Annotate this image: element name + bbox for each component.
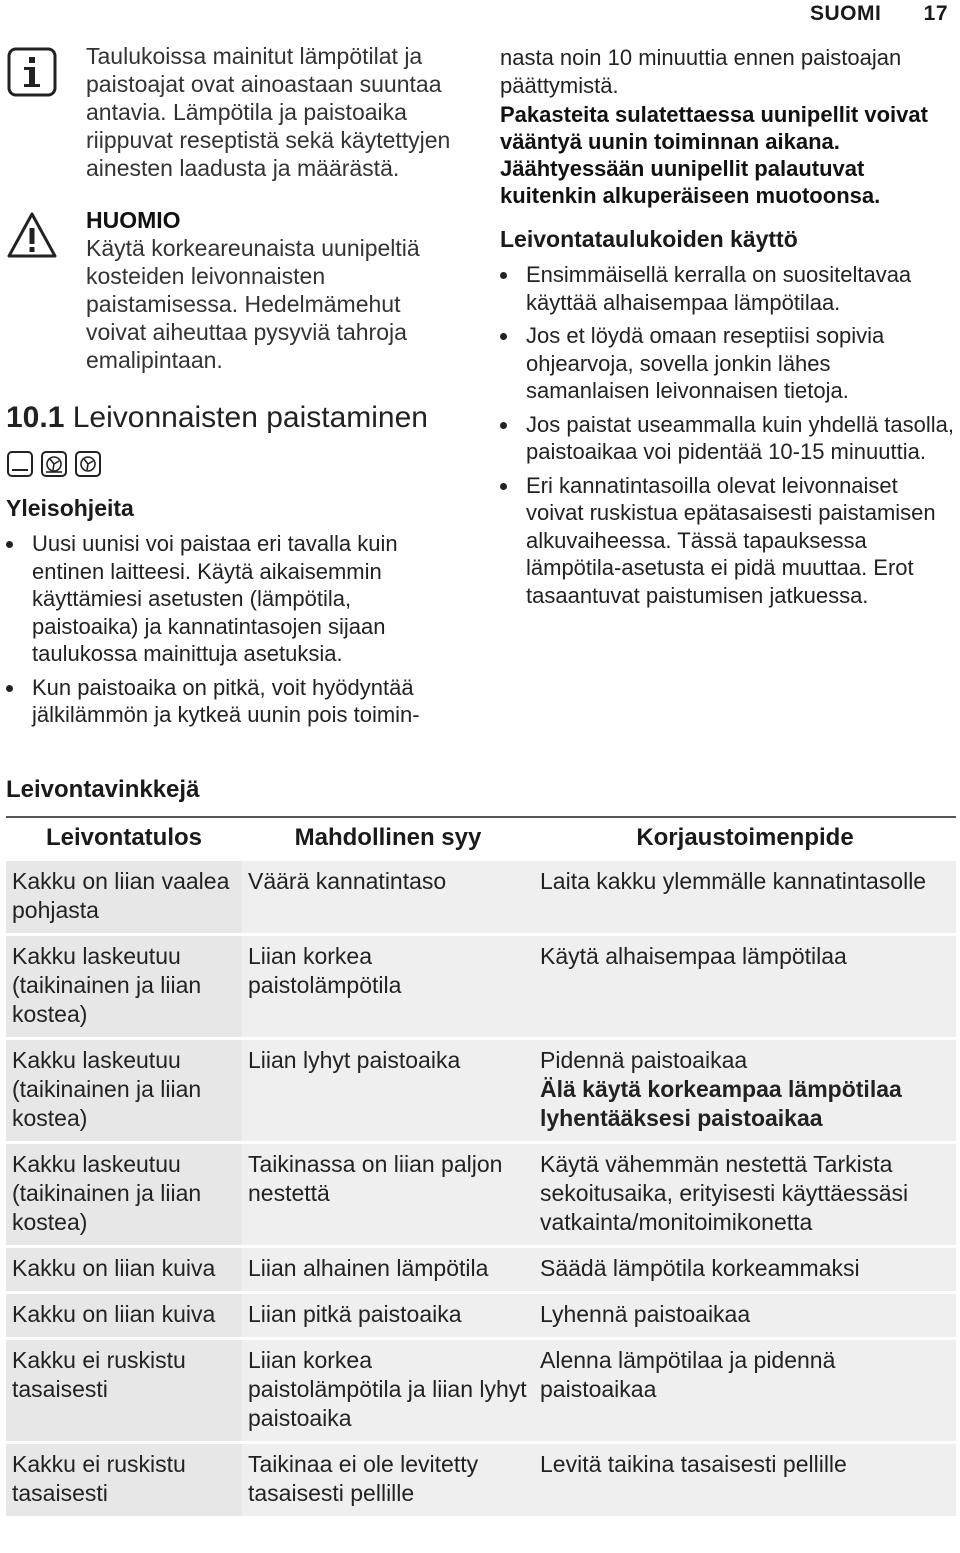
general-bullet-list bbox=[6, 530, 462, 729]
list-item: Jos paistat useammalla kuin yhdellä tasolla, paistoaikaa voi pidentää 10-15 minuuttia. bbox=[500, 411, 955, 466]
list-item: Ensimmäisellä kerralla on suositeltavaa käyttää alhaisempaa lämpötilaa. bbox=[500, 261, 955, 316]
table-row bbox=[6, 1442, 956, 1516]
table-row bbox=[6, 1038, 956, 1142]
column-header-cause: Mahdollinen syy bbox=[242, 817, 534, 859]
cause-cell: Taikinaa ei ole levitetty tasaisesti pellille bbox=[242, 1442, 534, 1516]
cause-cell: Liian alhainen lämpötila bbox=[242, 1246, 534, 1292]
remedy-cell bbox=[534, 1038, 956, 1142]
result-cell: Kakku on liian kuiva bbox=[6, 1246, 242, 1292]
warning-bold-text: Pakasteita sulatettaessa uunipellit voivat vääntyä uunin toiminnan aikana. Jäähtyessään uunipellit palautuvat kuitenkin alkuperäiseen muotoonsa. bbox=[500, 102, 928, 208]
list-item: Jos et löydä omaan reseptiisi sopivia ohjearvoja, sovella jonkin lähes samanlaisen leivonnaisen tietoja. bbox=[500, 322, 955, 405]
list-item: Uusi uunisi voi paistaa eri tavalla kuin entinen laitteesi. Käytä aikaisemmin käyttämiesi asetusten (lämpötila, paistoaika) ja kannatintasojen sijaan taulukossa mainittuja asetuksia. bbox=[6, 530, 462, 668]
info-icon bbox=[6, 46, 58, 98]
cause-cell: Liian pitkä paistoaika bbox=[242, 1292, 534, 1338]
left-column bbox=[6, 42, 462, 735]
result-cell: Kakku ei ruskistu tasaisesti bbox=[6, 1338, 242, 1442]
column-header-result: Leivontatulos bbox=[6, 817, 242, 859]
section-number: 10.1 bbox=[6, 401, 65, 434]
cause-cell: Liian lyhyt paistoaika bbox=[242, 1038, 534, 1142]
table-header-row bbox=[6, 817, 956, 859]
table-row bbox=[6, 1142, 956, 1246]
tips-title: Leivontavinkkejä bbox=[6, 776, 200, 803]
remedy-cell: Lyhennä paistoaikaa bbox=[534, 1292, 956, 1338]
remedy-cell: Säädä lämpötila korkeammaksi bbox=[534, 1246, 956, 1292]
cause-cell: Liian korkea paistolämpötila bbox=[242, 934, 534, 1038]
warning-text: Käytä korkeareunaista uunipeltiä kosteiden leivonnaisten paistamisessa. Hedelmämehut voivat aiheuttaa pysyviä tahroja emalipintaan. bbox=[86, 235, 420, 373]
language-label: SUOMI bbox=[809, 2, 882, 25]
result-cell: Kakku on liian vaalea pohjasta bbox=[6, 859, 242, 934]
result-cell: Kakku laskeutuu (taikinainen ja liian kostea) bbox=[6, 1038, 242, 1142]
usage-heading: Leivontataulukoiden käyttö bbox=[500, 226, 798, 252]
info-note-text: Taulukoissa mainitut lämpötilat ja paistoajat ovat ainoastaan suuntaa antavia. Lämpötila ja paistoaika riippuvat reseptistä sekä käytettyjen ainesten laadusta ja määrästä. bbox=[86, 43, 451, 181]
table-row bbox=[6, 1246, 956, 1292]
list-item: Kun paistoaika on pitkä, voit hyödyntää jälkilämmön ja kytkeä uunin pois toimin- bbox=[6, 674, 462, 729]
page-header bbox=[810, 2, 948, 26]
warning-note bbox=[6, 206, 462, 374]
remedy-cell: Käytä vähemmän nestettä Tarkista sekoitusaika, erityisesti käyttäessäsi vatkainta/monitoimikonetta bbox=[534, 1142, 956, 1246]
tips-table bbox=[6, 816, 956, 1516]
section-title bbox=[6, 400, 462, 436]
table-row bbox=[6, 934, 956, 1038]
warning-title: HUOMIO bbox=[86, 207, 181, 233]
result-cell: Kakku laskeutuu (taikinainen ja liian kostea) bbox=[6, 934, 242, 1038]
fan-heating-icon bbox=[74, 450, 102, 478]
remedy-cell: Levitä taikina tasaisesti pellille bbox=[534, 1442, 956, 1516]
info-note bbox=[6, 42, 462, 182]
true-fan-cooking-icon bbox=[40, 450, 68, 478]
warning-icon bbox=[6, 210, 58, 262]
remedy-cell: Käytä alhaisempaa lämpötilaa bbox=[534, 934, 956, 1038]
column-header-remedy: Korjaustoimenpide bbox=[534, 817, 956, 859]
table-row bbox=[6, 1338, 956, 1442]
remedy-bold-text: Älä käytä korkeampaa lämpötilaa lyhentääksesi paistoaikaa bbox=[540, 1075, 902, 1131]
page-number: 17 bbox=[923, 2, 948, 25]
remedy-cell: Laita kakku ylemmälle kannatintasolle bbox=[534, 859, 956, 934]
result-cell: Kakku ei ruskistu tasaisesti bbox=[6, 1442, 242, 1516]
cause-cell: Väärä kannatintaso bbox=[242, 859, 534, 934]
table-row bbox=[6, 859, 956, 934]
cause-cell: Taikinassa on liian paljon nestettä bbox=[242, 1142, 534, 1246]
list-item: Eri kannatintasoilla olevat leivonnaiset voivat ruskistua epätasaisesti paistamisen alkuvaiheessa. Tässä tapauksessa lämpötila-asetusta ei pidä muuttaa. Erot tasaantuvat paistumisen jatkuessa. bbox=[500, 472, 955, 610]
function-icons bbox=[6, 450, 462, 478]
cause-cell: Liian korkea paistolämpötila ja liian lyhyt paistoaika bbox=[242, 1338, 534, 1442]
remedy-text: Pidennä paistoaikaa bbox=[540, 1046, 748, 1073]
general-heading: Yleisohjeita bbox=[6, 495, 134, 521]
right-column bbox=[500, 44, 955, 615]
continued-text: nasta noin 10 minuuttia ennen paistoajan päättymistä. bbox=[500, 45, 902, 98]
remedy-cell: Alenna lämpötilaa ja pidennä paistoaikaa bbox=[534, 1338, 956, 1442]
table-row bbox=[6, 1292, 956, 1338]
conventional-cooking-icon bbox=[6, 450, 34, 478]
section-title-text: Leivonnaisten paistaminen bbox=[72, 401, 428, 434]
usage-bullet-list bbox=[500, 261, 955, 609]
result-cell: Kakku laskeutuu (taikinainen ja liian kostea) bbox=[6, 1142, 242, 1246]
result-cell: Kakku on liian kuiva bbox=[6, 1292, 242, 1338]
